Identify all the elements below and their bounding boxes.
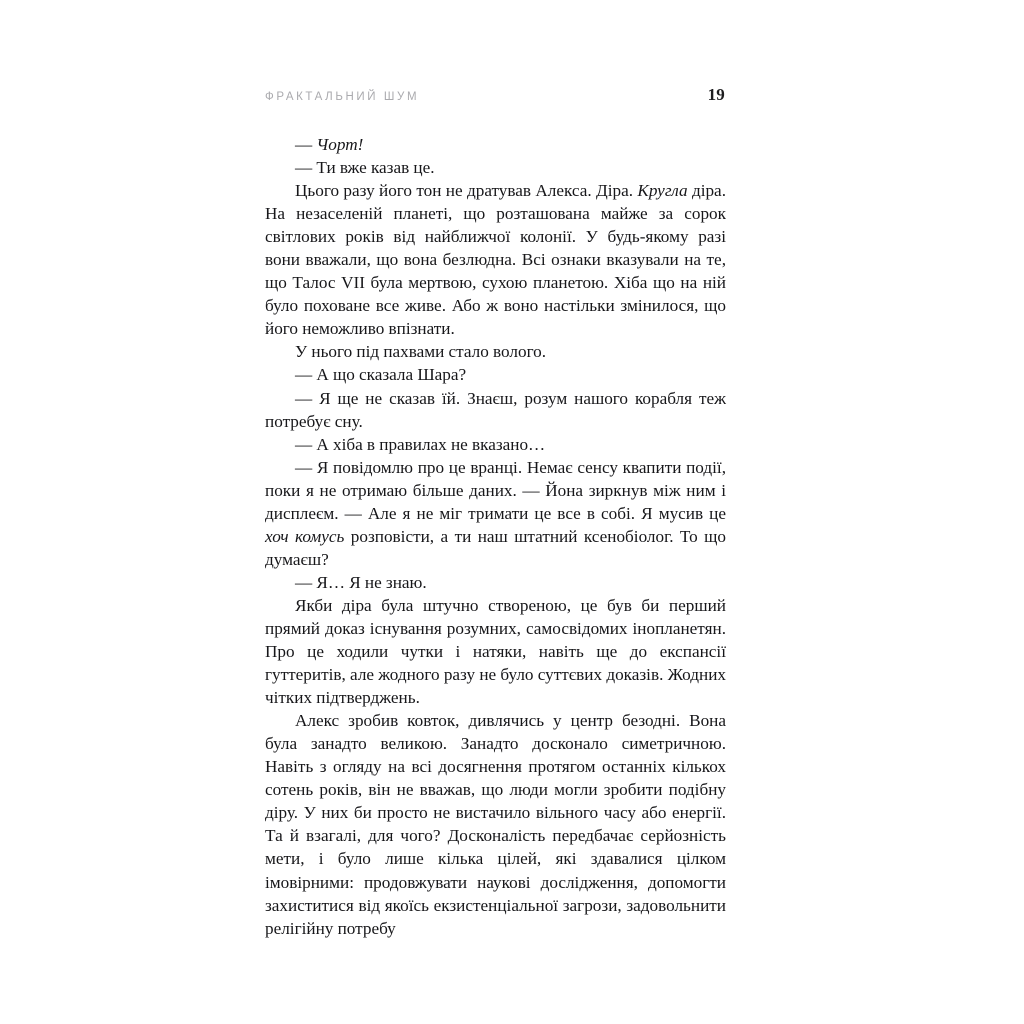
running-header xyxy=(265,86,725,104)
text-run: — Ти вже казав це. xyxy=(295,158,435,178)
text-run: — xyxy=(295,135,317,154)
text-run: діра. На незаселеній планеті, що розташована майже за сорок світлових років від найближчої колонії. У будь-якому разі вони вважали, що вона безлюдна. Всі ознаки вказували на те, що Талос VII була мертвою, сухою планетою. Хіба що на ній було поховане все живе. Або ж воно настільки змінилося, що його неможливо впізнати. xyxy=(265,181,726,339)
paragraph xyxy=(265,340,726,363)
paragraph xyxy=(265,363,726,386)
paragraph xyxy=(265,433,726,456)
paragraph xyxy=(265,179,726,340)
running-head-title: ФРАКТАЛЬНИЙ ШУМ xyxy=(265,91,420,103)
italic-run: хоч комусь xyxy=(265,526,345,546)
paragraph xyxy=(265,571,726,594)
text-run: — А що сказала Шара? xyxy=(295,365,467,385)
paragraph xyxy=(265,456,726,571)
text-run: — А хіба в правилах не вказано… xyxy=(295,434,546,454)
paragraph xyxy=(265,387,726,433)
text-run: — Я… Я не знаю. xyxy=(295,572,427,592)
text-run: — Я ще не сказав їй. Знаєш, розум нашого корабля теж потребує сну. xyxy=(265,388,726,431)
text-run: У нього під пахвами стало волого. xyxy=(295,342,547,362)
text-run: розповісти, а ти наш штатний ксенобіолог. То що думаєш? xyxy=(265,526,726,569)
paragraph xyxy=(265,156,726,179)
text-run: — Я повідомлю про це вранці. Немає сенсу квапити події, поки я не отримаю більше даних. — Йона зиркнув між ним і дисплеєм. — Але я не міг тримати це все в собі. Я мусив це xyxy=(265,457,726,523)
page-number: 19 xyxy=(707,85,725,104)
italic-run: Чорт! xyxy=(316,135,364,154)
paragraph xyxy=(265,709,726,939)
text-run: Якби діра була штучно створеною, це був би перший прямий доказ існування розумних, самосвідомих інопланетян. Про це ходили чутки і натяки, навіть ще до експансії гуттеритів, але жодного разу не було суттєвих доказів. Жодних чітких підтверджень. xyxy=(265,595,726,708)
paragraph xyxy=(265,594,726,709)
body-text-block xyxy=(265,133,726,940)
paragraph xyxy=(265,133,726,156)
italic-run: Кругла xyxy=(637,181,688,201)
text-run: Цього разу його тон не дратував Алекса. Діра. xyxy=(295,181,638,201)
text-run: Алекс зробив ковток, дивлячись у центр безодні. Вона була занадто великою. Занадто досконало симетричною. Навіть з огляду на всі досягнення протягом останніх кількох сотень років, він не вважав, що люди могли зробити подібну діру. У них би просто не вистачило вільного часу або енергії. Та й взагалі, для чого? Досконалість передбачає серйозність мети, і було лише кілька цілей, які здавалися цілком імовірними: продовжувати наукові дослідження, допомогти захиститися від якоїсь екзистенціальної загрози, задовольнити релігійну потребу xyxy=(265,711,726,938)
